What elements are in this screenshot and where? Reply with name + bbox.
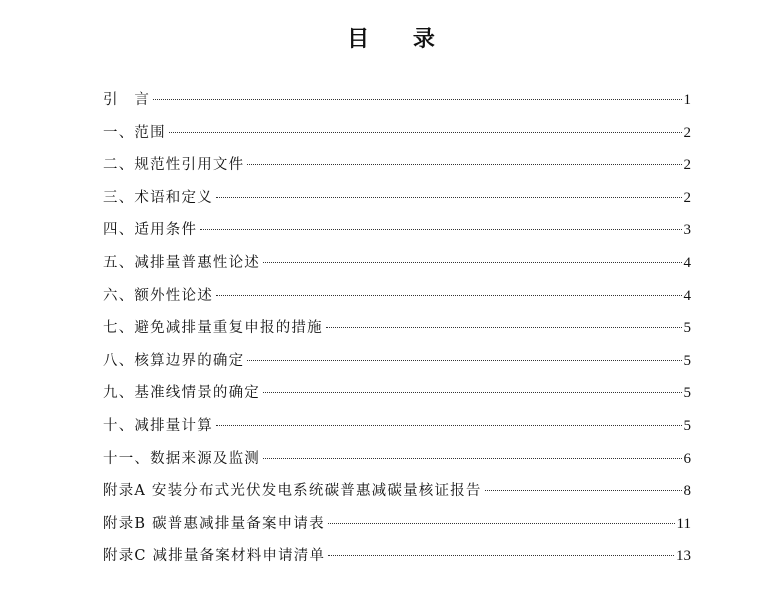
toc-entry-normative-references[interactable]	[103, 154, 691, 187]
toc-entry-page-number: 5	[683, 385, 691, 402]
toc-entry-appendix-b[interactable]	[103, 513, 691, 546]
toc-entry-applicability[interactable]	[103, 219, 691, 252]
toc-entry-page-number: 2	[683, 157, 691, 174]
toc-entry-page-number: 5	[683, 320, 691, 337]
dot-leader	[216, 197, 682, 198]
toc-entry-page-number: 2	[683, 124, 691, 141]
toc-entry-page-number: 2	[683, 189, 691, 206]
toc-entry-inclusiveness[interactable]	[103, 252, 691, 285]
toc-entry-page-number: 11	[676, 515, 691, 532]
toc-entry-appendix-c[interactable]	[103, 545, 691, 578]
dot-leader	[153, 99, 681, 100]
toc-entry-emission-calculation[interactable]	[103, 415, 691, 448]
toc-entry-scope[interactable]	[103, 122, 691, 155]
toc-entry-terms-definitions[interactable]	[103, 187, 691, 220]
dot-leader	[263, 262, 682, 263]
toc-entry-appendix-a[interactable]	[103, 480, 691, 513]
toc-entry-label: 二、规范性引用文件	[103, 157, 245, 174]
page-title: 目 录	[347, 27, 453, 52]
dot-leader	[328, 555, 674, 556]
toc-entry-label: 十一、数据来源及监测	[103, 450, 260, 467]
dot-leader	[247, 164, 681, 165]
toc-entry-page-number: 3	[683, 222, 691, 239]
toc-entry-page-number: 13	[676, 548, 691, 565]
toc-entry-label: 八、核算边界的确定	[103, 352, 245, 369]
toc-entry-page-number: 4	[683, 287, 691, 304]
toc-entry-accounting-boundary[interactable]	[103, 350, 691, 383]
toc-entry-page-number: 6	[683, 450, 691, 467]
toc-entry-baseline-scenario[interactable]	[103, 382, 691, 415]
toc-entry-data-monitoring[interactable]	[103, 448, 691, 481]
toc-entry-label: 附录A 安装分布式光伏发电系统碳普惠减碳量核证报告	[103, 483, 482, 500]
toc-entry-additionality[interactable]	[103, 285, 691, 318]
toc-entry-label: 附录B 碳普惠减排量备案申请表	[103, 515, 325, 532]
table-of-contents	[103, 89, 691, 578]
dot-leader	[216, 425, 682, 426]
toc-entry-label: 九、基准线情景的确定	[103, 385, 260, 402]
toc-entry-avoid-double-counting[interactable]	[103, 317, 691, 350]
toc-entry-introduction[interactable]	[103, 89, 691, 122]
toc-entry-page-number: 5	[683, 352, 691, 369]
toc-entry-label: 四、适用条件	[103, 222, 198, 239]
toc-entry-page-number: 1	[683, 92, 691, 108]
toc-entry-page-number: 5	[683, 417, 691, 434]
dot-leader	[200, 229, 681, 230]
toc-entry-page-number: 8	[683, 483, 691, 500]
dot-leader	[169, 132, 682, 133]
dot-leader	[247, 360, 681, 361]
dot-leader	[263, 458, 682, 459]
toc-entry-label: 六、额外性论述	[103, 287, 213, 304]
toc-entry-label: 七、避免减排量重复申报的措施	[103, 320, 323, 337]
toc-entry-page-number: 4	[683, 254, 691, 271]
dot-leader	[328, 523, 675, 524]
toc-entry-label: 一、范围	[103, 124, 166, 141]
toc-entry-label: 三、术语和定义	[103, 189, 213, 206]
toc-entry-label: 附录C 减排量备案材料申请清单	[103, 548, 326, 565]
dot-leader	[263, 392, 682, 393]
toc-entry-label: 引 言	[103, 92, 151, 108]
dot-leader	[485, 490, 682, 491]
dot-leader	[326, 327, 682, 328]
dot-leader	[216, 295, 682, 296]
toc-entry-label: 十、减排量计算	[103, 417, 213, 434]
toc-entry-label: 五、减排量普惠性论述	[103, 254, 260, 271]
